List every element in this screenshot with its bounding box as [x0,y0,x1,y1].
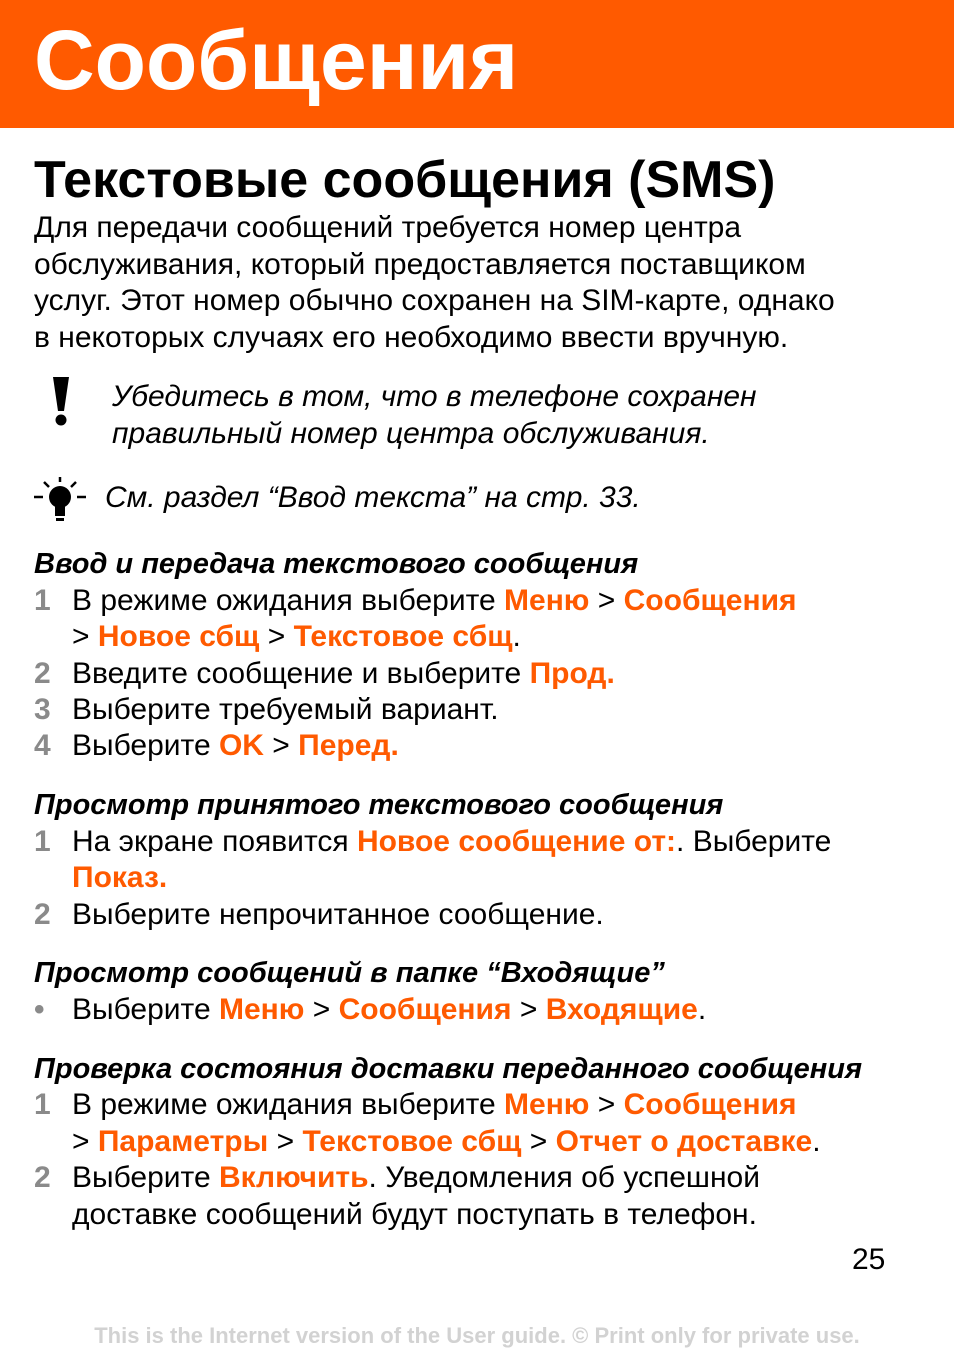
step-number: 2 [34,657,51,690]
menu-path-item: Новое сбщ [97,620,260,653]
step-item [34,897,934,933]
menu-path-item: Сообщения [623,1088,797,1121]
menu-path-item: Текстовое сбщ [302,1125,522,1158]
menu-path-item: Включить [218,1161,369,1194]
tip-text: См. раздел “Ввод текста” на стр. 33. [105,481,641,514]
step-number: 2 [34,1161,51,1194]
note-line: правильный номер центра обслуживания. [112,417,710,450]
menu-path-item: Меню [504,584,590,617]
subsection-heading: Проверка состояния доставки переданного сообщения [34,1053,863,1085]
step-text: На экране появится Новое сообщение от:. Выберите [72,825,832,858]
step-item [34,1087,934,1123]
page-number: 25 [852,1243,886,1276]
step-number: 4 [34,729,51,762]
menu-path-item: Меню [218,993,305,1026]
step-text: Выберите Меню > Сообщения > Входящие. [72,993,707,1026]
step-text: > Параметры > Текстовое сбщ > Отчет о доставке. [72,1125,821,1158]
bullet-item [34,992,934,1028]
step-text: Выберите непрочитанное сообщение. [72,898,604,931]
step-text: Выберите OK > Перед. [72,729,399,762]
step-number: 1 [34,825,51,858]
menu-path-item: Перед. [298,729,399,762]
step-number: 3 [34,693,51,726]
step-item [34,692,934,728]
step-item-continued [34,860,934,896]
step-item [34,583,934,619]
section-title: Текстовые сообщения (SMS) [34,151,776,209]
step-text: Выберите требуемый вариант. [72,693,499,726]
menu-path-item: Отчет о доставке [555,1125,813,1158]
note-line: Убедитесь в том, что в телефоне сохранен [112,380,757,413]
footer-notice: This is the Internet version of the User guide. © Print only for private use. [94,1323,860,1348]
menu-path-item: Прод. [529,657,615,690]
step-text [72,860,167,896]
step-item-continued [34,619,934,655]
menu-path-item: Меню [504,1088,590,1121]
menu-path-item: Сообщения [623,584,797,617]
intro-line: услуг. Этот номер обычно сохранен на SIM-карте, однако [34,284,835,317]
step-text: В режиме ожидания выберите Меню > Сообщения [72,1088,797,1121]
lightbulb-icon [32,476,88,524]
step-item-continued [34,1124,934,1160]
note-text [112,378,912,452]
menu-path-item: Текстовое сбщ [293,620,513,653]
exclamation-icon [48,375,74,427]
menu-path-item: OK [218,729,264,762]
subsection-heading: Просмотр сообщений в папке “Входящие” [34,957,665,989]
step-text: Выберите Включить. Уведомления об успешной [72,1161,760,1194]
subsection-heading: Ввод и передача текстового сообщения [34,548,639,580]
bullet-marker: • [34,993,45,1026]
intro-line: в некоторых случаях его необходимо ввести вручную. [34,320,789,354]
step-text: доставке сообщений будут поступать в телефон. [72,1198,757,1231]
intro-paragraph [34,210,924,356]
step-text: Введите сообщение и выберите Прод. [72,657,615,690]
subsection-heading: Просмотр принятого текстового сообщения [34,789,724,821]
step-item [34,728,934,764]
intro-line: Для передачи сообщений требуется номер центра [34,211,742,244]
step-item [34,656,934,692]
step-number: 1 [34,1088,51,1121]
intro-line: обслуживания, который предоставляется поставщиком [34,247,806,281]
step-text: > Новое сбщ > Текстовое сбщ. [72,620,521,653]
menu-path-item: Сообщения [338,993,512,1026]
menu-path-item: Новое сообщение от: [356,825,677,858]
step-number: 1 [34,584,51,617]
header-banner [0,0,954,128]
step-item [34,1160,934,1196]
step-text: В режиме ожидания выберите Меню > Сообщения [72,584,797,617]
step-item [34,824,934,860]
step-item-continued [34,1197,934,1233]
chapter-title: Сообщения [34,13,519,107]
menu-path-item: Входящие [545,993,698,1026]
step-number: 2 [34,898,51,931]
menu-path-item: Параметры [97,1125,269,1158]
menu-path-item: Показ. [72,861,168,894]
